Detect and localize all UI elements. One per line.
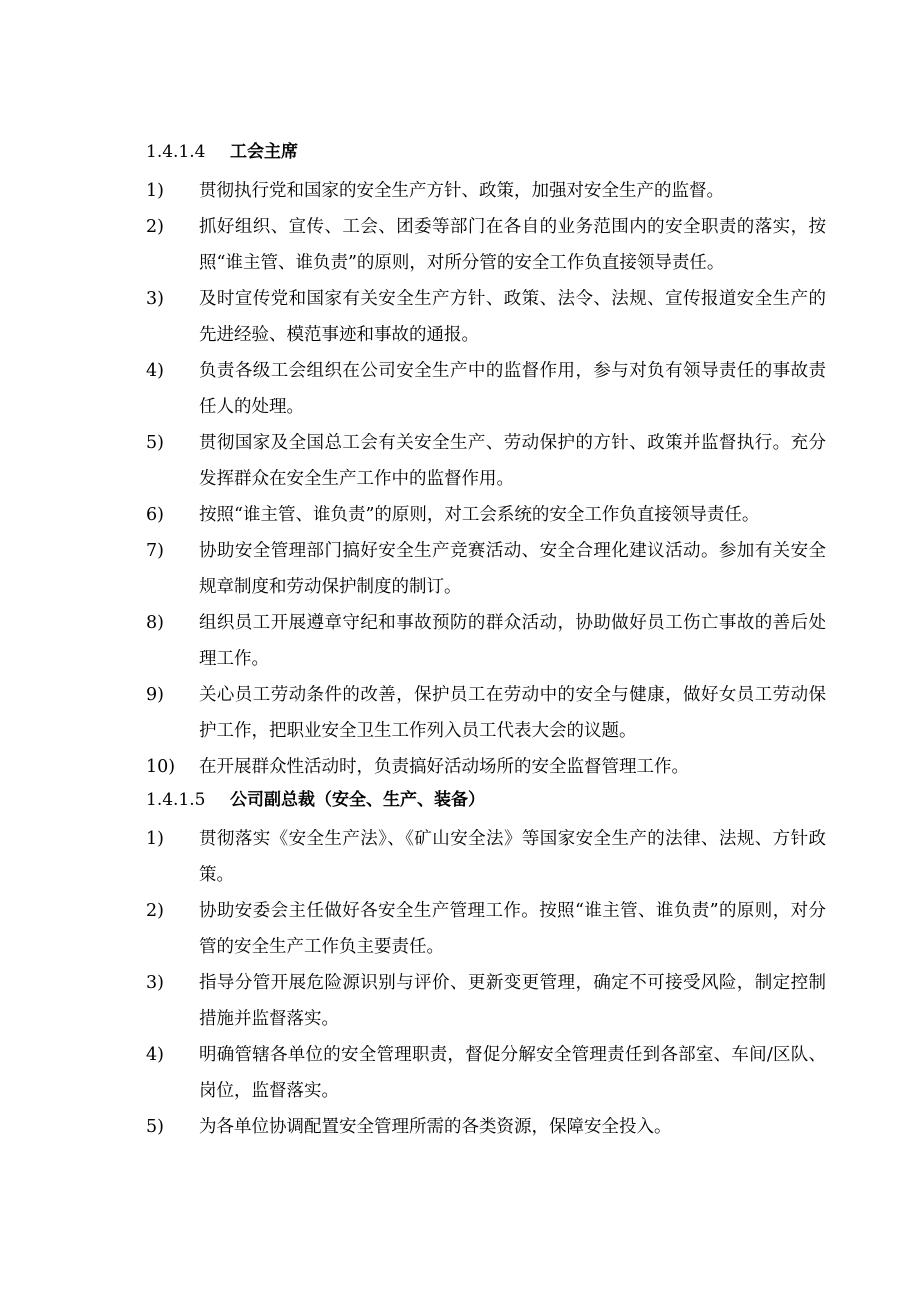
item-text: 及时宣传党和国家有关安全生产方针、政策、法令、法规、宣传报道安全生产的先进经验、模范事迹和事故的通报。 (199, 289, 826, 345)
section-heading (146, 785, 826, 821)
item-marker: 2) (146, 217, 164, 237)
list-item (146, 1037, 826, 1109)
item-marker: 10) (146, 757, 176, 777)
item-text: 明确管辖各单位的安全管理职责，督促分解安全管理责任到各部室、车间/区队、岗位，监督落实。 (199, 1045, 826, 1101)
list-item (146, 497, 826, 533)
list-item (146, 173, 826, 209)
list-item (146, 281, 826, 353)
item-text: 关心员工劳动条件的改善，保护员工在劳动中的安全与健康，做好女员工劳动保护工作，把职业安全卫生工作列入员工代表大会的议题。 (199, 685, 826, 741)
item-marker: 8) (146, 613, 164, 633)
item-marker: 6) (146, 505, 164, 525)
item-text: 协助安全管理部门搞好安全生产竞赛活动、安全合理化建议活动。参加有关安全规章制度和劳动保护制度的制订。 (199, 541, 826, 597)
item-text: 指导分管开展危险源识别与评价、更新变更管理，确定不可接受风险，制定控制措施并监督落实。 (199, 973, 826, 1029)
item-marker: 5) (146, 433, 164, 453)
list-item (146, 425, 826, 497)
list-item (146, 209, 826, 281)
list-item (146, 677, 826, 749)
item-text: 协助安委会主任做好各安全生产管理工作。按照“谁主管、谁负责”的原则，对分管的安全生产工作负主要责任。 (199, 901, 826, 957)
list-item (146, 821, 826, 893)
item-text: 抓好组织、宣传、工会、团委等部门在各自的业务范围内的安全职责的落实，按照“谁主管、谁负责”的原则，对所分管的安全工作负直接领导责任。 (199, 217, 826, 273)
item-marker: 4) (146, 361, 164, 381)
item-text: 组织员工开展遵章守纪和事故预防的群众活动，协助做好员工伤亡事故的善后处理工作。 (199, 613, 826, 669)
section-1-4-1-4 (146, 137, 826, 785)
item-text: 负责各级工会组织在公司安全生产中的监督作用，参与对负有领导责任的事故责任人的处理。 (199, 361, 826, 417)
list-item (146, 749, 826, 785)
section-heading (146, 137, 826, 173)
document-page (146, 137, 826, 1145)
item-text: 在开展群众性活动时，负责搞好活动场所的安全监督管理工作。 (199, 757, 689, 777)
item-text: 贯彻国家及全国总工会有关安全生产、劳动保护的方针、政策并监督执行。充分发挥群众在安全生产工作中的监督作用。 (199, 433, 826, 489)
item-marker: 1) (146, 181, 164, 201)
item-marker: 1) (146, 829, 164, 849)
list-item (146, 1109, 826, 1145)
item-text: 为各单位协调配置安全管理所需的各类资源，保障安全投入。 (199, 1117, 672, 1137)
item-marker: 4) (146, 1045, 164, 1065)
item-marker: 3) (146, 973, 164, 993)
list-item (146, 353, 826, 425)
item-text: 贯彻落实《安全生产法》、《矿山安全法》等国家安全生产的法律、法规、方针政策。 (199, 829, 826, 885)
list-item (146, 965, 826, 1037)
section-number: 1.4.1.4 (146, 142, 206, 162)
section-1-4-1-5 (146, 785, 826, 1145)
item-marker: 7) (146, 541, 164, 561)
list-item (146, 533, 826, 605)
item-text: 按照“谁主管、谁负责”的原则，对工会系统的安全工作负直接领导责任。 (199, 505, 760, 525)
item-marker: 3) (146, 289, 164, 309)
item-text: 贯彻执行党和国家的安全生产方针、政策，加强对安全生产的监督。 (199, 181, 724, 201)
item-marker: 2) (146, 901, 164, 921)
item-marker: 9) (146, 685, 164, 705)
section-title: 工会主席 (230, 142, 298, 162)
section-title: 公司副总裁（安全、生产、装备） (230, 790, 485, 810)
list-item (146, 893, 826, 965)
section-number: 1.4.1.5 (146, 790, 206, 810)
item-marker: 5) (146, 1117, 164, 1137)
list-item (146, 605, 826, 677)
